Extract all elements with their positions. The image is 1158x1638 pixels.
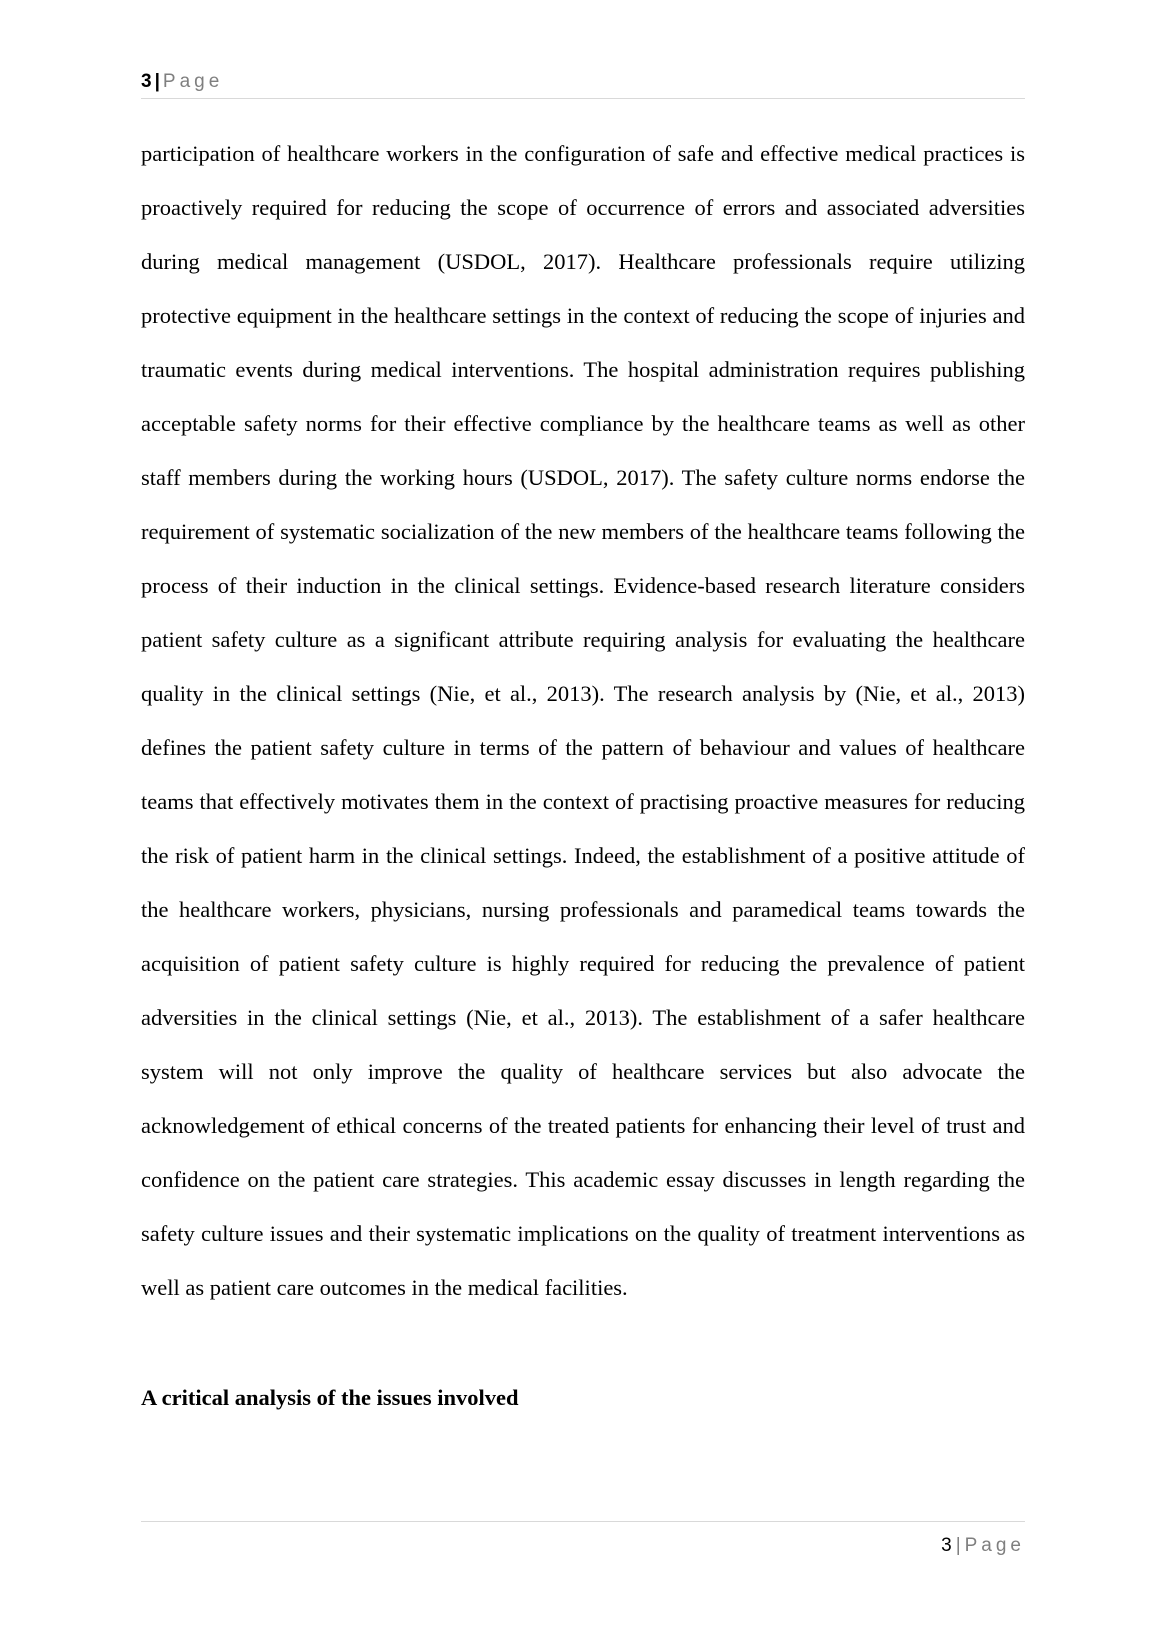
page-footer — [141, 1521, 1025, 1564]
header-separator: | — [154, 71, 160, 92]
footer-page-number: 3 — [941, 1535, 952, 1556]
footer-page-label: Page — [964, 1535, 1025, 1556]
section-heading: A critical analysis of the issues involved — [141, 1385, 519, 1410]
page-header — [141, 66, 1025, 99]
footer-separator: | — [955, 1535, 961, 1556]
header-page-label: Page — [162, 71, 224, 92]
body-paragraph: participation of healthcare workers in the configuration of safe and effective medical practices is proactively required for reducing the scope of occurrence of errors and associated adversities during medical management (USDOL, 2017). Healthcare professionals require utilizing protective equipment in the healthcare settings in the context of reducing the scope of injuries and traumatic events during medical interventions. The hospital administration requires publishing acceptable safety norms for their effective compliance by the healthcare teams as well as other staff members during the working hours (USDOL, 2017). The safety culture norms endorse the requirement of systematic socialization of the new members of the healthcare teams following the process of their induction in the clinical settings. Evidence-based research literature considers patient safety culture as a significant attribute requiring analysis for evaluating the healthcare quality in the clinical settings (Nie, et al., 2013). The research analysis by (Nie, et al., 2013) defines the patient safety culture in terms of the pattern of behaviour and values of healthcare teams that effectively motivates them in the context of practising proactive measures for reducing the risk of patient harm in the clinical settings. Indeed, the establishment of a positive attitude of the healthcare workers, physicians, nursing professionals and paramedical teams towards the acquisition of patient safety culture is highly required for reducing the prevalence of patient adversities in the clinical settings (Nie, et al., 2013). The establishment of a safer healthcare system will not only improve the quality of healthcare services but also advocate the acknowledgement of ethical concerns of the treated patients for enhancing their level of trust and confidence on the patient care strategies. This academic essay discusses in length regarding the safety culture issues and their systematic implications on the quality of treatment interventions as well as patient care outcomes in the medical facilities. — [141, 141, 1025, 1300]
header-page-number: 3 — [141, 71, 152, 92]
